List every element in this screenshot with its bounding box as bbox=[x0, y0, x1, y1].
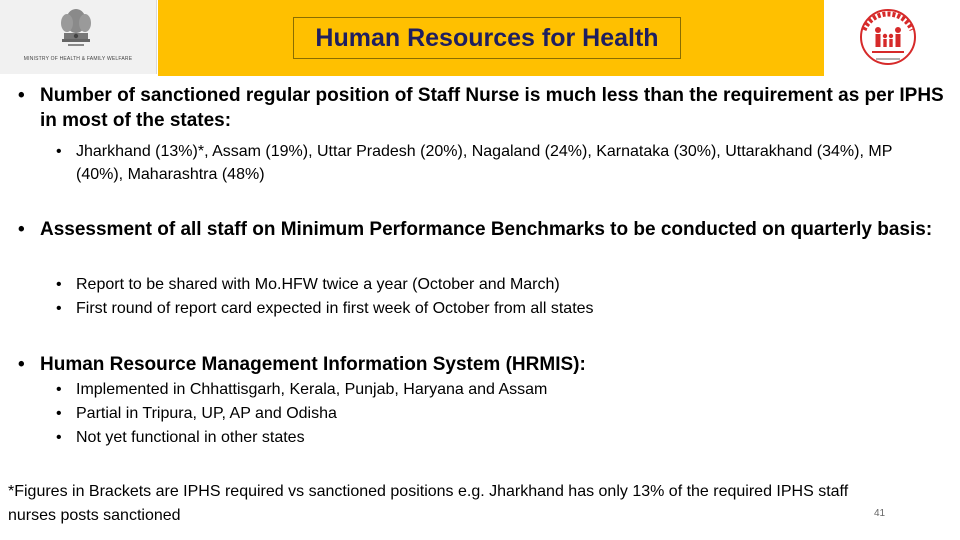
section-heading: • Assessment of all staff on Minimum Performance Benchmarks to be conducted on quarterly basis: bbox=[18, 219, 933, 240]
bullet-icon: • bbox=[56, 276, 62, 293]
bullet-icon: • bbox=[56, 381, 62, 398]
slide-header bbox=[0, 0, 960, 76]
bullet-icon: • bbox=[56, 143, 62, 160]
footnote-line: *Figures in Brackets are IPHS required vs sanctioned positions e.g. Jharkhand has only 13% of the required IPHS staff bbox=[8, 483, 849, 500]
title-box bbox=[293, 17, 681, 59]
ministry-name: MINISTRY OF HEALTH & FAMILY WELFARE bbox=[23, 56, 133, 62]
bullet-icon: • bbox=[56, 300, 62, 317]
bullet-icon: • bbox=[18, 219, 25, 240]
list-item: • First round of report card expected in first week of October from all states bbox=[56, 297, 916, 320]
bullet-icon: • bbox=[56, 429, 62, 446]
list-item: • Implemented in Chhattisgarh, Kerala, Punjab, Haryana and Assam bbox=[56, 378, 916, 401]
list-item: • Report to be shared with Mo.HFW twice a year (October and March) bbox=[56, 273, 916, 296]
bullet-icon: • bbox=[18, 354, 25, 375]
list-item: • Partial in Tripura, UP, AP and Odisha bbox=[56, 402, 916, 425]
title-band bbox=[158, 0, 824, 76]
section-heading: • Human Resource Management Information System (HRMIS): bbox=[18, 354, 586, 375]
section-heading: • Number of sanctioned regular position of Staff Nurse is much less than the requirement as per IPHS in most of the states: bbox=[18, 85, 944, 131]
nhm-family-icon bbox=[844, 6, 932, 68]
list-item: • Jharkhand (13%)*, Assam (19%), Uttar Pradesh (20%), Nagaland (24%), Karnataka (30%), Uttarakhand (34%), MP (40%), Maharashtra (48%) bbox=[56, 140, 916, 186]
ministry-logo bbox=[0, 0, 157, 74]
page-number: 41 bbox=[874, 508, 886, 519]
national-emblem-icon bbox=[56, 3, 96, 49]
bullet-icon: • bbox=[56, 405, 62, 422]
page-title: Human Resources for Health bbox=[315, 23, 659, 52]
list-item: • Not yet functional in other states bbox=[56, 426, 916, 449]
footnote-line: nurses posts sanctioned bbox=[8, 507, 181, 524]
footnote bbox=[8, 480, 956, 528]
bullet-icon: • bbox=[18, 85, 25, 106]
